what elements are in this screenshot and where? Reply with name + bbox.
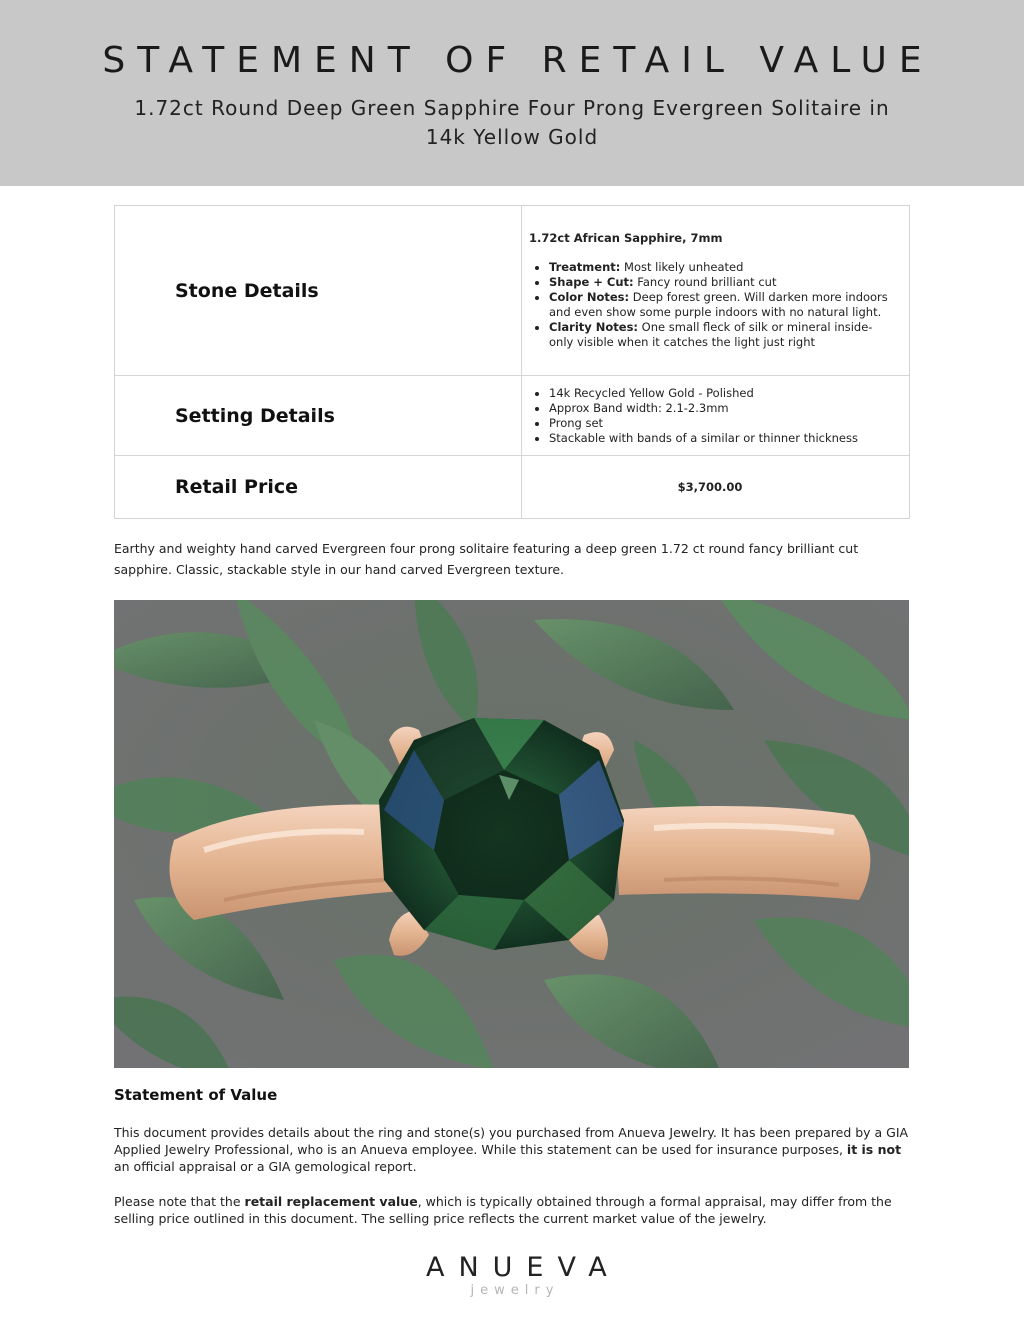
item-value: Fancy round brilliant cut xyxy=(633,275,777,289)
stone-details-row xyxy=(115,206,910,376)
page-title: STATEMENT OF RETAIL VALUE xyxy=(102,40,934,81)
details-table xyxy=(114,205,910,519)
anueva-logo xyxy=(412,1252,621,1298)
ring-illustration xyxy=(114,600,909,1068)
statement-text: an official appraisal or a GIA gemological report. xyxy=(114,1159,417,1174)
logo-brand: ANUEVA xyxy=(426,1252,621,1283)
statement-text: , which is typically obtained through a formal appraisal, may differ from the selling price outlined in this document. The selling price reflects the current market value of the jewelry. xyxy=(114,1194,892,1226)
page-subtitle: 1.72ct Round Deep Green Sapphire Four Prong Evergreen Solitaire in 14k Yellow Gold xyxy=(134,96,890,149)
list-item xyxy=(549,290,891,320)
list-item: • Approx Band width: 2.1-2.3mm xyxy=(549,401,891,416)
statement-text: This document provides details about the ring and stone(s) you purchased from Anueva Jewelry. It has been prepared by a GIA Applied Jewelry Professional, who is an Anueva employee. While this statement can be used for insurance purposes, xyxy=(114,1125,909,1157)
statement-paragraph-1 xyxy=(114,1124,914,1175)
setting-details-row xyxy=(115,376,910,456)
product-description: Earthy and weighty hand carved Evergreen four prong solitaire featuring a deep green 1.72 ct round fancy brilliant cut sapphire. Classic, stackable style in our hand carved Evergreen texture. xyxy=(114,541,859,577)
setting-details-value xyxy=(522,376,910,456)
stone-heading: 1.72ct African Sapphire, 7mm xyxy=(529,231,723,245)
item-key: Color Notes: xyxy=(549,290,630,304)
item-key: Shape + Cut: xyxy=(549,275,634,289)
list-item xyxy=(549,320,891,350)
statement-text: Please note that the xyxy=(114,1194,245,1209)
stone-details-value xyxy=(522,206,910,376)
ring-photo xyxy=(114,600,909,1068)
statement-emphasis: it is not xyxy=(846,1142,902,1157)
list-item: • 14k Recycled Yellow Gold - Polished xyxy=(549,386,891,401)
setting-details-label: Setting Details xyxy=(115,376,522,456)
list-item: • Stackable with bands of a similar or thinner thickness xyxy=(549,431,891,446)
retail-price-row xyxy=(115,456,910,519)
list-item: • Prong set xyxy=(549,416,891,431)
sapphire-stone xyxy=(379,718,624,950)
retail-price-label: Retail Price xyxy=(115,456,522,519)
statement-emphasis: retail replacement value xyxy=(244,1194,418,1209)
statement-paragraph-2 xyxy=(114,1193,914,1227)
setting-details-list xyxy=(529,386,891,446)
item-value: One small fleck of silk or mineral inside- only visible when it catches the light just right xyxy=(549,320,873,349)
logo-subtext: jewelry xyxy=(470,1283,560,1298)
stone-details-list xyxy=(529,260,891,350)
header-banner xyxy=(0,0,1024,186)
statement-heading: Statement of Value xyxy=(114,1086,278,1104)
list-item xyxy=(549,275,891,290)
item-value: Most likely unheated xyxy=(620,260,744,274)
retail-price-value: $3,700.00 xyxy=(522,456,910,519)
list-item xyxy=(549,260,891,275)
stone-details-label: Stone Details xyxy=(115,206,522,376)
item-value: Deep forest green. Will darken more indoors and even show some purple indoors with no natural light. xyxy=(549,290,888,319)
item-key: Clarity Notes: xyxy=(549,320,639,334)
item-key: Treatment: xyxy=(549,260,621,274)
